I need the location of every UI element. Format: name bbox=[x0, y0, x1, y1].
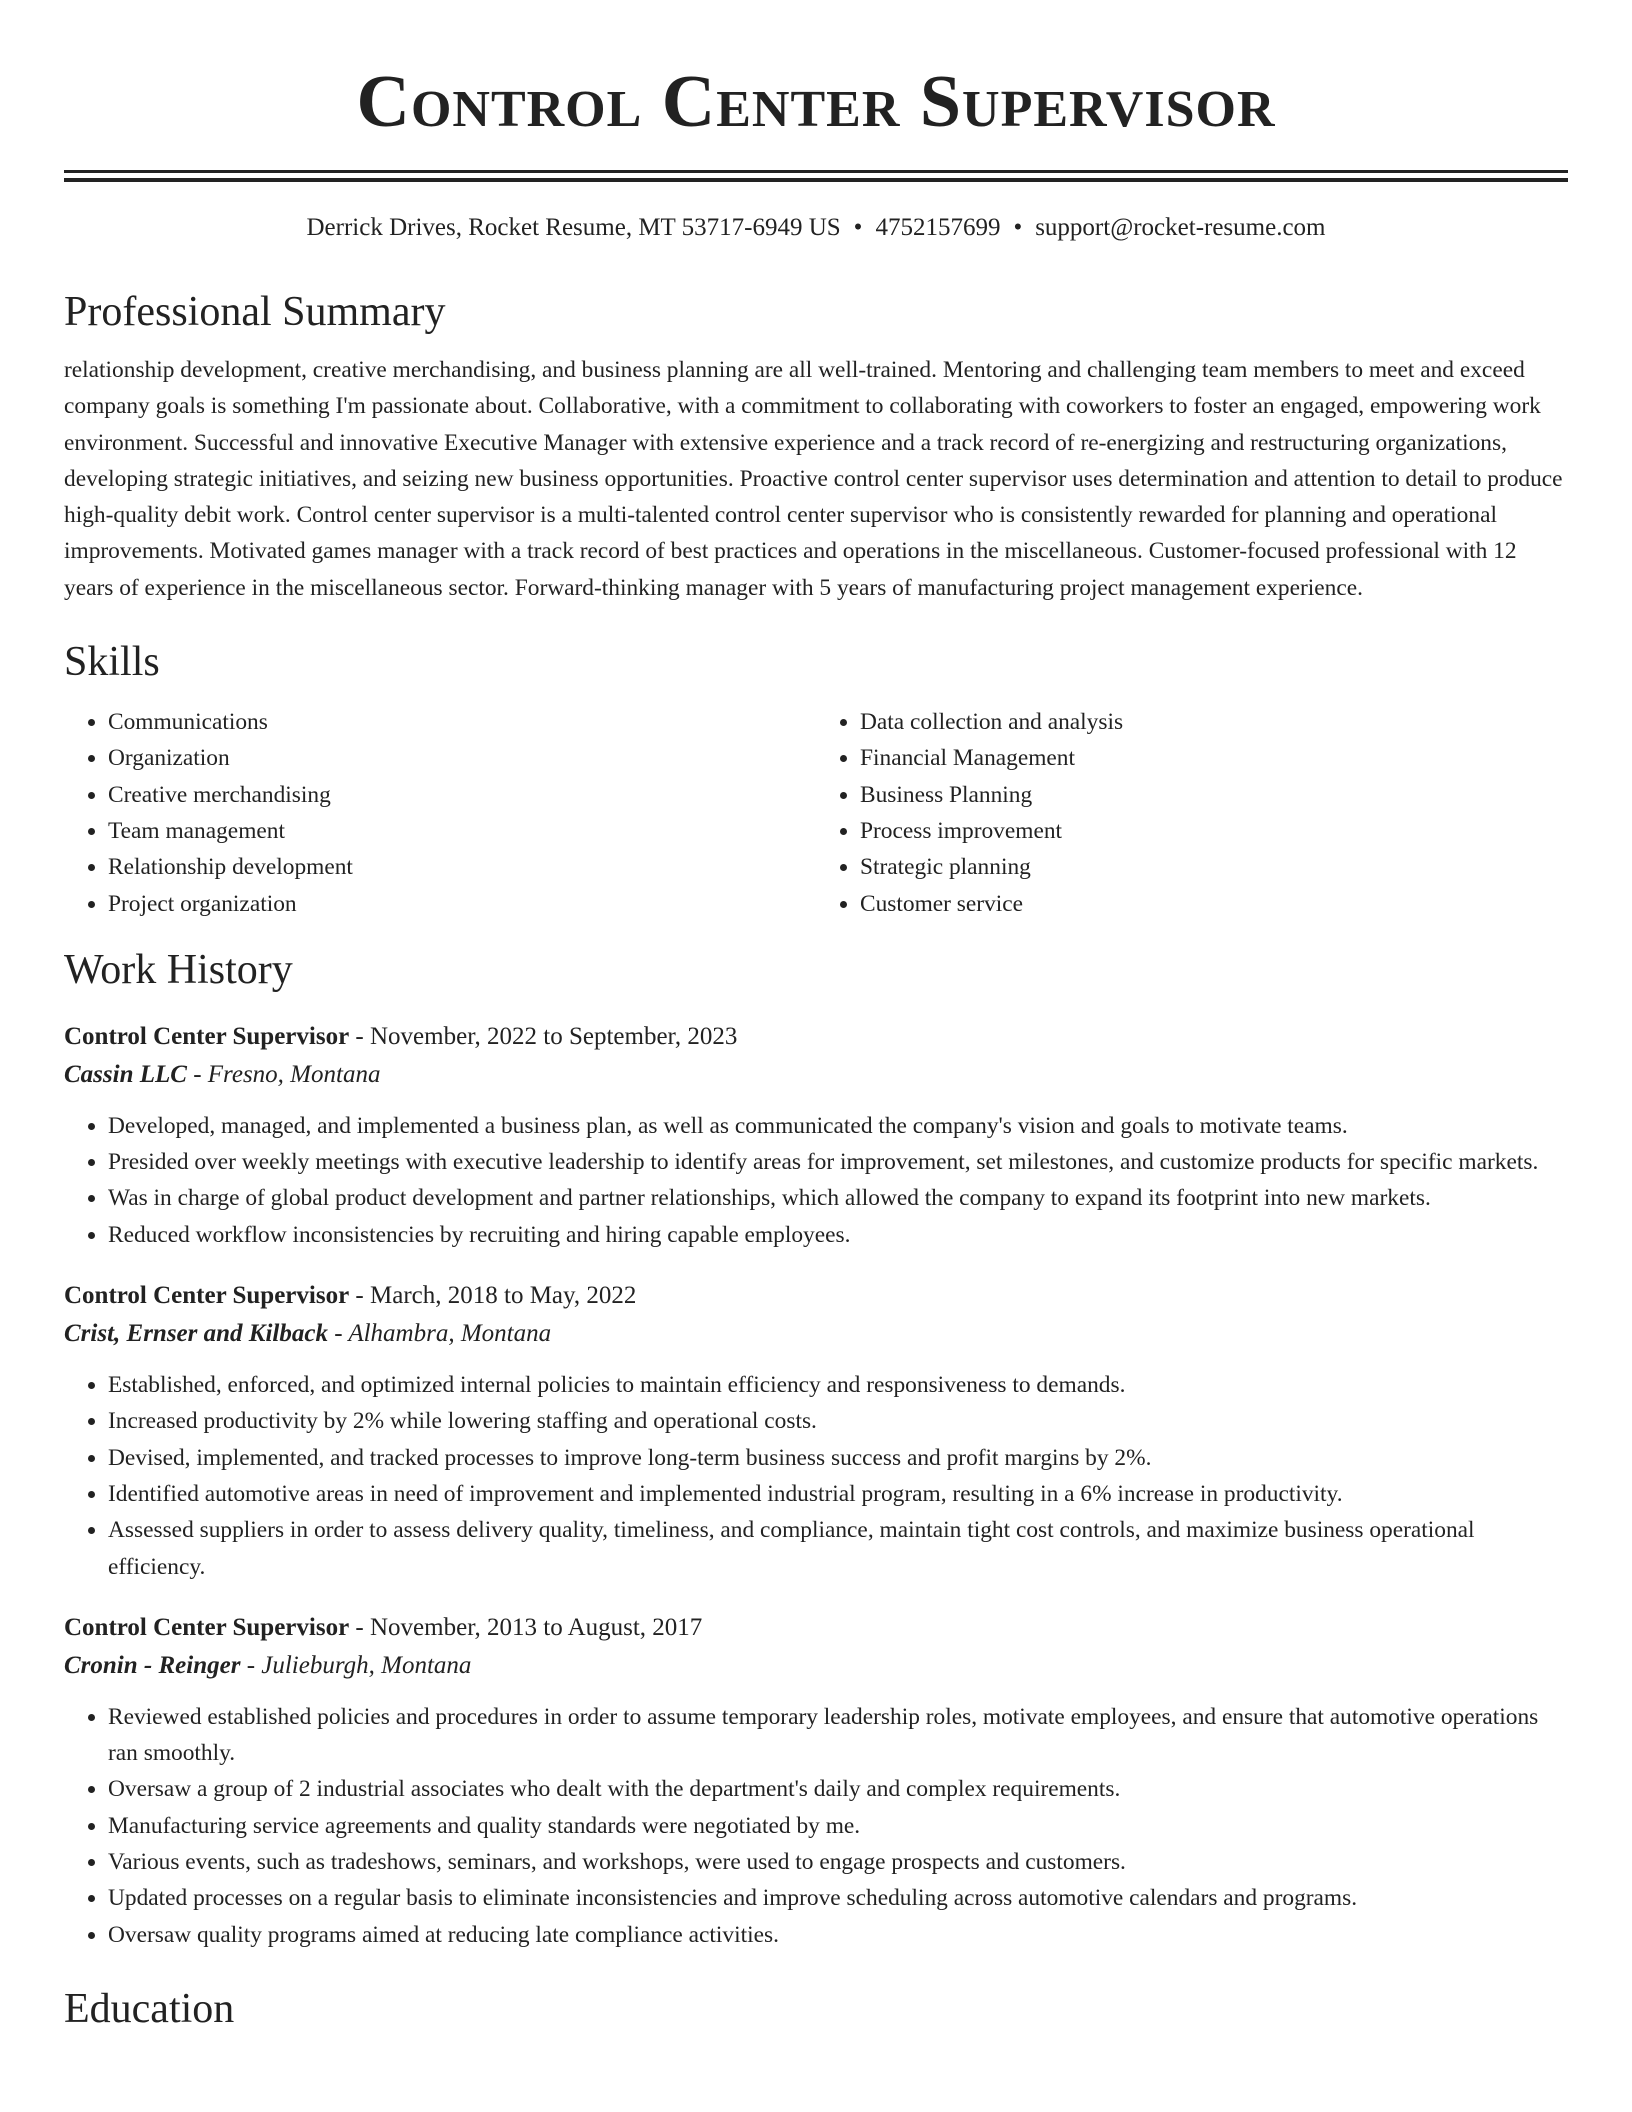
skill-item: • Organization bbox=[108, 740, 816, 776]
job-bullet: • Presided over weekly meetings with executive leadership to identify areas for improvement, set milestones, and customize products for specific markets. bbox=[108, 1144, 1568, 1180]
job-company: Cassin LLC bbox=[64, 1060, 187, 1088]
job-location: - Alhambra, Montana bbox=[327, 1320, 552, 1348]
skills-list-right bbox=[816, 704, 1568, 922]
job-company: Cronin - Reinger bbox=[64, 1651, 241, 1679]
job-title: Control Center Supervisor bbox=[64, 1282, 350, 1310]
job-bullet: • Established, enforced, and optimized internal policies to maintain efficiency and responsiveness to demands. bbox=[108, 1367, 1568, 1403]
job-bullets bbox=[64, 1367, 1568, 1585]
job-bullet: • Manufacturing service agreements and quality standards were negotiated by me. bbox=[108, 1808, 1568, 1844]
skill-item: • Communications bbox=[108, 704, 816, 740]
contact-separator: • bbox=[1013, 214, 1023, 241]
job-bullet: • Assessed suppliers in order to assess delivery quality, timeliness, and compliance, maintain tight cost controls, and maximize business operational efficiency. bbox=[108, 1512, 1568, 1585]
job-entry bbox=[64, 1609, 1568, 1953]
skill-item: • Data collection and analysis bbox=[860, 704, 1568, 740]
education-heading: Education bbox=[64, 1985, 235, 2032]
job-bullet: • Oversaw a group of 2 industrial associates who dealt with the department's daily and complex requirements. bbox=[108, 1771, 1568, 1807]
job-bullet: • Devised, implemented, and tracked processes to improve long-term business success and profit margins by 2%. bbox=[108, 1440, 1568, 1476]
job-bullet: • Developed, managed, and implemented a business plan, as well as communicated the company's vision and goals to motivate teams. bbox=[108, 1108, 1568, 1144]
job-dates: - November, 2022 to September, 2023 bbox=[349, 1022, 738, 1050]
skills-columns bbox=[64, 704, 1568, 922]
job-bullets bbox=[64, 1699, 1568, 1953]
job-title: Control Center Supervisor bbox=[64, 1022, 350, 1050]
summary-text: relationship development, creative merchandising, and business planning are all well-trained. Mentoring and challenging team members to meet and exceed company goals is something I'm passionate about. Collaborative, with a commitment to collaborating with coworkers to foster an engaged, empowering work environment. Successful and innovative Executive Manager with extensive experience and a track record of re-energizing and restructuring organizations, developing strategic initiatives, and seizing new business opportunities. Proactive control center supervisor uses determination and attention to detail to produce high-quality debit work. Control center supervisor is a multi-talented control center supervisor who is consistently rewarded for planning and operational improvements. Motivated games manager with a track record of best practices and operations in the miscellaneous. Customer-focused professional with 12 years of experience in the miscellaneous sector. Forward-thinking manager with 5 years of manufacturing project management experience. bbox=[64, 357, 1563, 601]
job-title-line bbox=[64, 1277, 1568, 1315]
summary-heading: Professional Summary bbox=[64, 289, 446, 335]
job-bullet: • Reviewed established policies and procedures in order to assume temporary leadership roles, motivate employees, and ensure that automotive operations ran smoothly. bbox=[108, 1699, 1568, 1772]
header-rule-thick bbox=[64, 178, 1568, 182]
contact-phone: 4752157699 bbox=[875, 214, 1001, 241]
job-company-line bbox=[64, 1056, 1568, 1094]
job-bullet: • Oversaw quality programs aimed at reducing late compliance activities. bbox=[108, 1917, 1568, 1953]
job-bullets bbox=[64, 1108, 1568, 1253]
skill-item: • Team management bbox=[108, 813, 816, 849]
skill-item: • Process improvement bbox=[860, 813, 1568, 849]
contact-address: Derrick Drives, Rocket Resume, MT 53717-6949 US bbox=[306, 214, 841, 241]
work-history-heading: Work History bbox=[64, 946, 293, 993]
contact-line bbox=[64, 212, 1568, 244]
job-entry bbox=[64, 1277, 1568, 1585]
header-rule-thin bbox=[64, 170, 1568, 173]
contact-separator: • bbox=[853, 214, 863, 241]
job-bullet: • Increased productivity by 2% while lowering staffing and operational costs. bbox=[108, 1403, 1568, 1439]
skill-item: • Financial Management bbox=[860, 740, 1568, 776]
skill-item: • Creative merchandising bbox=[108, 777, 816, 813]
job-bullet: • Updated processes on a regular basis to eliminate inconsistencies and improve scheduling across automotive calendars and programs. bbox=[108, 1880, 1568, 1916]
job-dates: - March, 2018 to May, 2022 bbox=[349, 1282, 637, 1310]
skills-list-left bbox=[64, 704, 816, 922]
contact-email: support@rocket-resume.com bbox=[1035, 214, 1326, 241]
job-location: - Julieburgh, Montana bbox=[240, 1651, 472, 1679]
job-company-line bbox=[64, 1647, 1568, 1685]
resume-name-title: Control Center Supervisor bbox=[356, 61, 1276, 143]
job-dates: - November, 2013 to August, 2017 bbox=[349, 1613, 703, 1641]
job-bullet: • Was in charge of global product development and partner relationships, which allowed the company to expand its footprint into new markets. bbox=[108, 1180, 1568, 1216]
skill-item: • Customer service bbox=[860, 886, 1568, 922]
job-bullet: • Identified automotive areas in need of improvement and implemented industrial program, resulting in a 6% increase in productivity. bbox=[108, 1476, 1568, 1512]
job-company: Crist, Ernser and Kilback bbox=[64, 1320, 328, 1348]
job-title-line bbox=[64, 1609, 1568, 1647]
job-title-line bbox=[64, 1018, 1568, 1056]
skill-item: • Business Planning bbox=[860, 777, 1568, 813]
skill-item: • Strategic planning bbox=[860, 849, 1568, 885]
job-location: - Fresno, Montana bbox=[186, 1060, 381, 1088]
job-bullet: • Reduced workflow inconsistencies by recruiting and hiring capable employees. bbox=[108, 1217, 1568, 1253]
job-bullet: • Various events, such as tradeshows, seminars, and workshops, were used to engage prospects and customers. bbox=[108, 1844, 1568, 1880]
skill-item: • Relationship development bbox=[108, 849, 816, 885]
skills-heading: Skills bbox=[64, 639, 160, 686]
job-entry bbox=[64, 1018, 1568, 1253]
job-title: Control Center Supervisor bbox=[64, 1613, 350, 1641]
skill-item: • Project organization bbox=[108, 886, 816, 922]
job-company-line bbox=[64, 1315, 1568, 1353]
